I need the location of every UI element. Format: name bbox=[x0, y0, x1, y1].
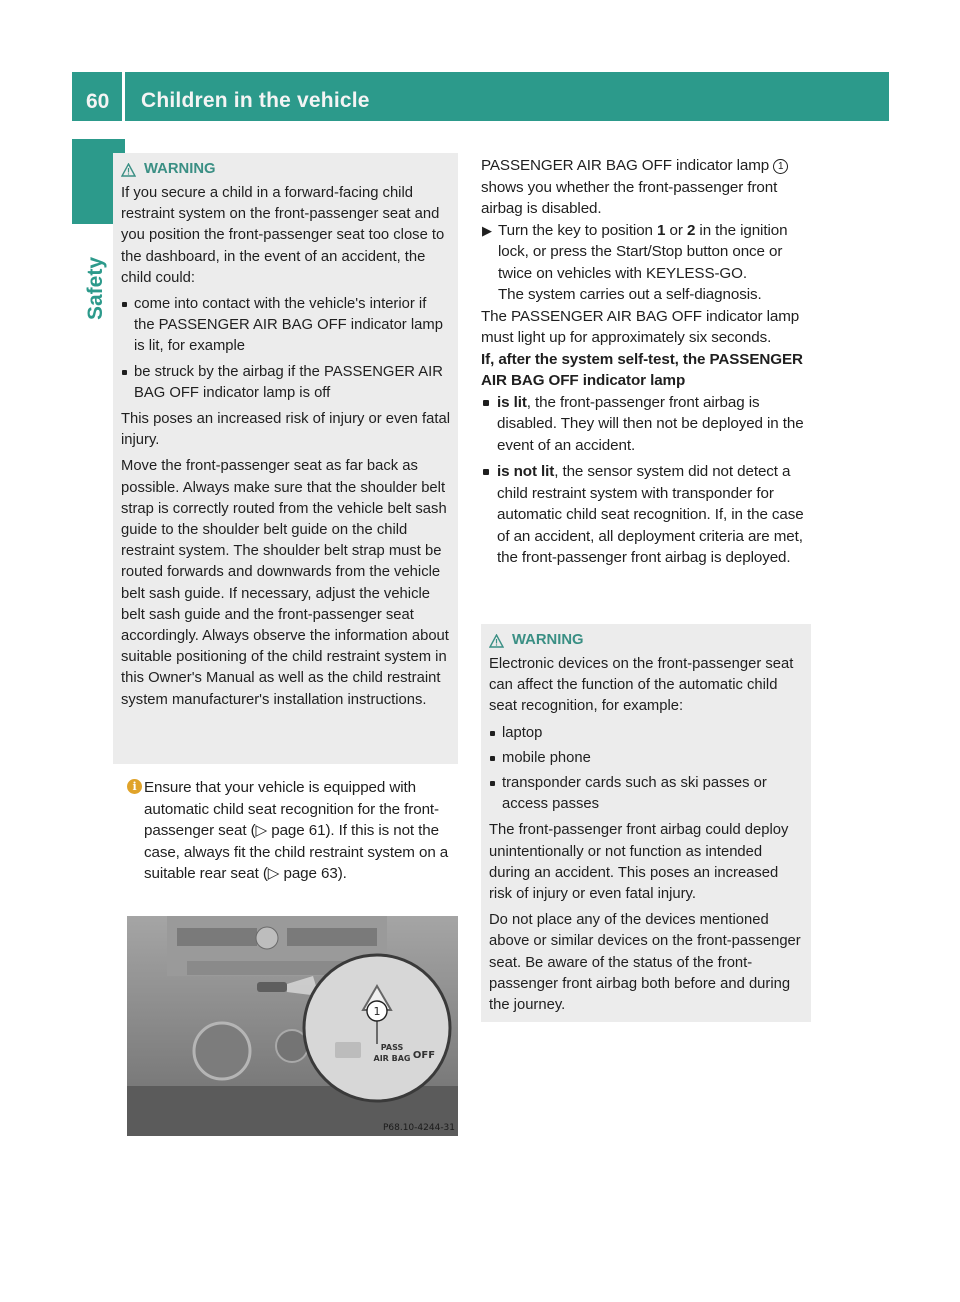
dashboard-photo bbox=[127, 916, 458, 1136]
warning-advice: Move the front-passenger seat as far back as possible. Always make sure that the shoulder belt strap is correctly routed from the vehicle belt sash guide to the shoulder belt guide on the child restraint system. The shoulder belt strap must be routed forwards and downwards from the vehicle belt sash guide. If necessary, adjust the vehicle belt sash guide and the front-passenger seat accordingly. Always observe the information about suitable positioning of the child restraint system in this Owner's Manual as well as the child restraint system manufacturer's installation instructions. bbox=[121, 458, 449, 708]
page-ref-arrow-icon: ▷ bbox=[255, 822, 272, 839]
lamp-state: OFF bbox=[412, 1050, 436, 1061]
warning-box-right bbox=[481, 624, 811, 1022]
page-number: 60 bbox=[86, 90, 110, 113]
warning-intro: Electronic devices on the front-passenger seat can affect the function of the automatic child seat recognition, for example: bbox=[489, 656, 794, 715]
lamp-duration: The PASSENGER AIR BAG OFF indicator lamp must light up for approximately six seconds. bbox=[481, 307, 800, 346]
right-column bbox=[481, 155, 814, 569]
instruction-step: ▶ Turn the key to position 1 or 2 in the ignition lock, or press the Start/Stop button once or twice on vehicles with KEYLESS-GO. bbox=[482, 221, 788, 282]
lamp-label-line2: AIR BAG bbox=[373, 1054, 411, 1063]
note-text: Ensure that your vehicle is equipped with automatic child seat recognition for the front-passenger seat ( bbox=[144, 779, 439, 839]
warning-heading bbox=[121, 159, 450, 181]
info-note bbox=[127, 777, 460, 885]
note-text: ). bbox=[337, 865, 347, 882]
warning-risk: The front-passenger front airbag could deploy unintentionally or not function as intended during an accident. This poses an increased risk of injury or even fatal injury. bbox=[489, 822, 789, 903]
info-icon: i bbox=[127, 779, 142, 794]
page-reference[interactable]: page 63 bbox=[283, 865, 338, 882]
warning-triangle-icon bbox=[121, 163, 136, 177]
indicator-intro: PASSENGER AIR BAG OFF indicator lamp 1 shows you whether the front-passenger front airbag is disabled. bbox=[481, 155, 814, 220]
warning-heading bbox=[489, 630, 803, 652]
warning-bullet: mobile phone bbox=[489, 748, 803, 769]
page-reference[interactable]: page 61 bbox=[271, 822, 326, 839]
figure-callout: 1 bbox=[373, 1005, 381, 1018]
warning-advice: Do not place any of the devices mentioned above or similar devices on the front-passenger seat. Be aware of the status of the front-passenger front airbag both before and during the journey. bbox=[489, 912, 801, 1014]
step-result: The system carries out a self-diagnosis. bbox=[498, 286, 762, 303]
warning-heading-text: WARNING bbox=[144, 161, 216, 178]
warning-triangle-icon bbox=[489, 634, 504, 648]
page-title: Children in the vehicle bbox=[141, 89, 370, 112]
figure-code: P68.10-4244-31 bbox=[382, 1123, 456, 1133]
warning-bullet: come into contact with the vehicle's interior if the PASSENGER AIR BAG OFF indicator lamp is lit, for example bbox=[121, 294, 450, 358]
info-row bbox=[127, 777, 460, 885]
step-arrow-icon: ▶ bbox=[482, 222, 492, 238]
section-label: Safety bbox=[84, 256, 107, 320]
callout-marker: 1 bbox=[773, 159, 788, 174]
warning-intro: If you secure a child in a forward-facing child restraint system on the front-passenger seat and you position the front-passenger seat too close to the dashboard, in the event of an accident, the child could: bbox=[121, 185, 445, 286]
dashboard-illustration bbox=[127, 916, 458, 1136]
warning-risk: This poses an increased risk of injury or even fatal injury. bbox=[121, 411, 450, 449]
warning-box-left bbox=[113, 153, 458, 764]
warning-heading-text: WARNING bbox=[512, 632, 584, 649]
warning-bullet: transponder cards such as ski passes or access passes bbox=[489, 773, 803, 815]
page-ref-arrow-icon: ▷ bbox=[267, 865, 284, 882]
subheading: If, after the system self-test, the PASSENGER AIR BAG OFF indicator lamp bbox=[481, 350, 803, 389]
lamp-label-line1: PASS bbox=[380, 1043, 404, 1052]
warning-bullet: be struck by the airbag if the PASSENGER AIR BAG OFF indicator lamp is off bbox=[121, 362, 450, 404]
case-item: is lit, the front-passenger front airbag is disabled. They will then not be deployed in the event of an accident. bbox=[481, 392, 814, 457]
case-item: is not lit, the sensor system did not detect a child restraint system with transponder for automatic child seat recognition. If, in the case of an accident, all deployment criteria are met, the front-passenger front airbag is deployed. bbox=[481, 461, 814, 569]
note-text: ). If this is not the case, always fit the child restraint system on a suitable rear seat ( bbox=[144, 822, 449, 882]
warning-bullet: laptop bbox=[489, 723, 803, 744]
